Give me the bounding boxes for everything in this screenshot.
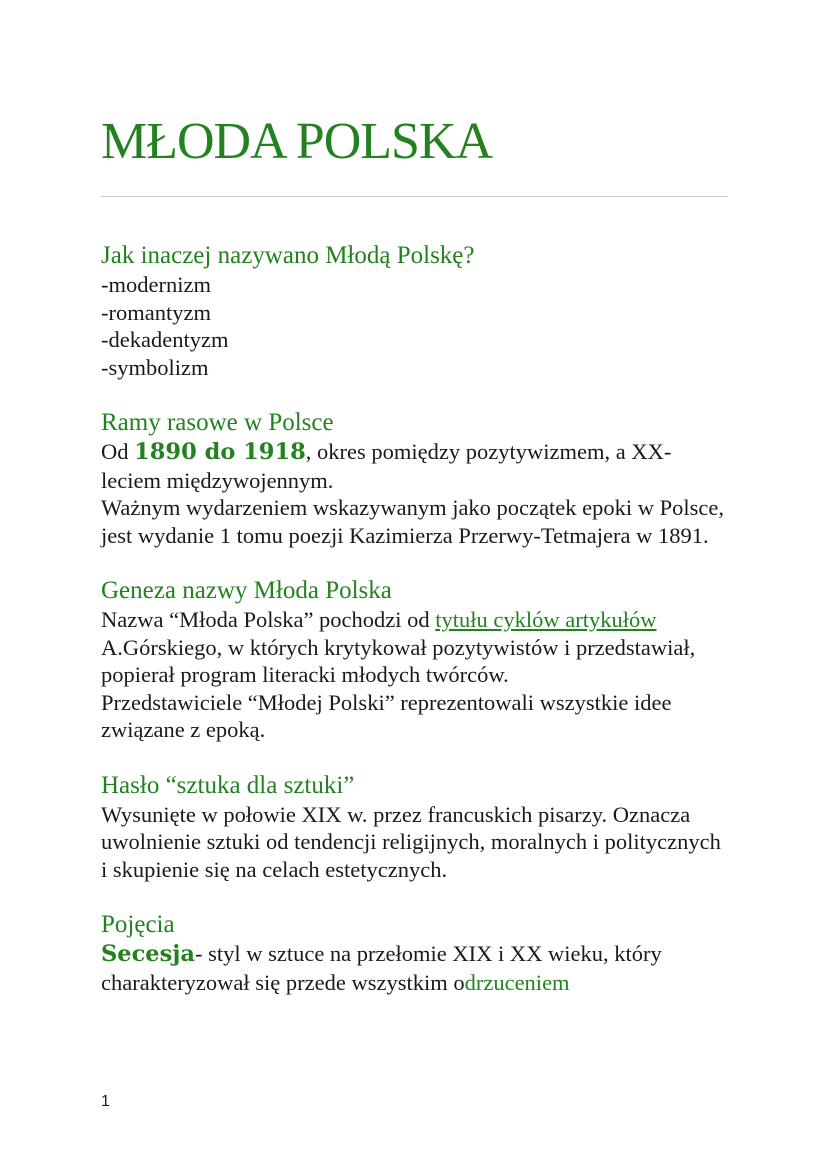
paragraph xyxy=(101,438,728,494)
paragraph: Wysunięte w połowie XIX w. przez francuskich pisarzy. Oznacza uwolnienie sztuki od tendencji religijnych, moralnych i politycznych i skupienie się na celach estetycznych. xyxy=(101,801,721,882)
text-span: A.Górskiego, w których krytykował pozytywistów i przedstawiał, popierał program literacki młodych twórców. xyxy=(101,634,696,687)
document-title: MŁODA POLSKA xyxy=(101,113,493,170)
text-span: - styl w sztuce na przełomie XIX i XX wieku, który charakteryzował się przede wszystkim o xyxy=(101,941,662,995)
section-other-names xyxy=(101,240,728,381)
paragraph: Ważnym wydarzeniem wskazywanym jako początek epoki w Polsce, jest wydanie 1 tomu poezji Kazimierza Przerwy-Tetmajera w 1891. xyxy=(101,495,724,548)
section-concepts xyxy=(101,909,728,996)
list-item: -romantyzm xyxy=(101,299,211,325)
date-range-highlight: 1890 do 1918 xyxy=(134,439,306,465)
section-time-frame xyxy=(101,407,728,549)
list-item: -modernizm xyxy=(101,272,211,297)
section-heading: Hasło “sztuka dla sztuki” xyxy=(101,771,355,799)
text-span: Od xyxy=(101,439,135,464)
paragraph xyxy=(101,606,728,689)
text-span-green: drzuceniem xyxy=(464,969,570,995)
list-item: -dekadentyzm xyxy=(101,327,229,352)
section-name-origin xyxy=(101,575,728,744)
document-body xyxy=(101,240,728,1022)
section-heading: Ramy rasowe w Polsce xyxy=(101,409,334,436)
section-art-for-art xyxy=(101,770,728,884)
list-item: -symbolizm xyxy=(101,354,209,380)
paragraph: Przedstawiciele “Młodej Polski” reprezentowali wszystkie idee związane z epoką. xyxy=(101,689,672,742)
paragraph xyxy=(101,940,728,996)
text-span: , okres pomiędzy pozytywizmem, a XX-leciem międzywojennym. xyxy=(101,439,672,493)
section-heading: Jak inaczej nazywano Młodą Polskę? xyxy=(101,242,475,269)
section-heading: Pojęcia xyxy=(101,911,175,938)
page-number: 1 xyxy=(101,1093,110,1110)
text-span: Nazwa “Młoda Polska” pochodzi od xyxy=(101,607,436,632)
title-divider xyxy=(101,196,728,197)
section-heading: Geneza nazwy Młoda Polska xyxy=(101,577,392,604)
article-title-link[interactable]: tytułu cyklów artykułów xyxy=(435,607,657,632)
term-highlight: Secesja xyxy=(101,941,195,967)
